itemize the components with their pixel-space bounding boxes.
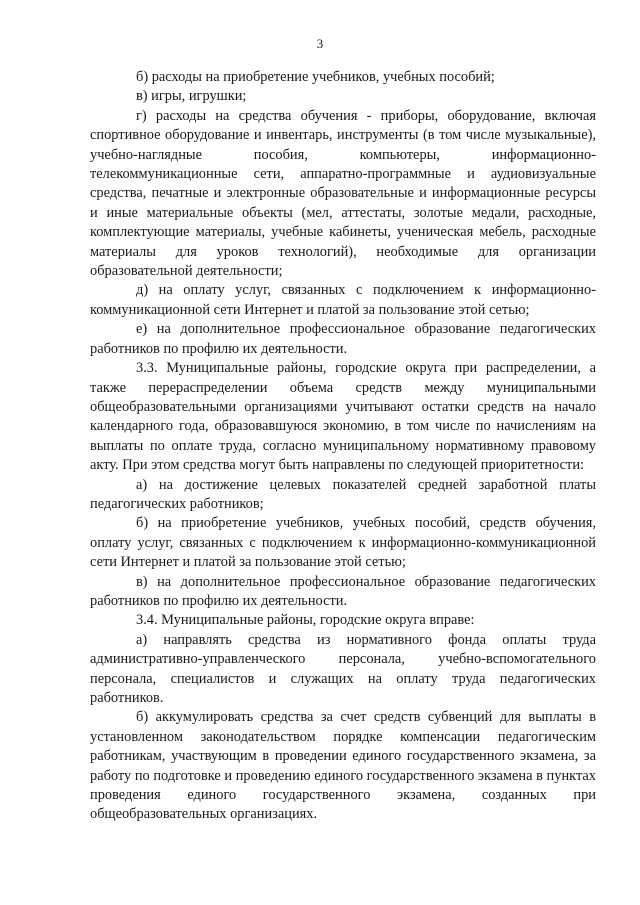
paragraph-a-payroll-fund: а) направлять средства из нормативного фонда оплаты труда административно-управленческого персонала, учебно-вспомогательного персонала, специалистов и служащих на оплату труда педагогических работников. [90,631,596,706]
paragraph-e-professional-education: е) на дополнительное профессиональное образование педагогических работников по профилю их деятельности. [90,321,596,357]
paragraph-g-teaching-aids: г) расходы на средства обучения - приборы, оборудование, включая спортивное оборудование и инвентарь, инструменты (в том числе музыкальные), учебно-наглядные пособия, компьютеры, информационно-телекоммуникационные сети, аппаратно-программные и аудиовизуальные средства, печатные и электронные образовательные и информационные ресурсы и иные материальные объекты (мел, аттестаты, золотые медали, расходные, комплектующие материалы, учебные кабинеты, ученическая мебель, расходные материалы для уроков технологий), необходимые для организации образовательной деятельности; [90,107,596,280]
document-body [90,68,596,825]
section-3-3-paragraph: 3.3. Муниципальные районы, городские округа при распределении, а также перераспределении объема средств между муниципальными общеобразовательными организациями учитывают остатки средств на начало календарного года, образовавшуюся экономию, в том числе по начислениям на выплаты по оплате труда, согласно муниципальному нормативному правовому акту. При этом средства могут быть направлены по следующей приоритетности: [90,360,596,474]
section-3-4-heading: 3.4. Муниципальные районы, городские округа вправе: [136,612,475,629]
paragraph-d-internet-services: д) на оплату услуг, связанных с подключением к информационно-коммуникационной сети Интернет и платой за пользование этой сетью; [90,282,596,318]
paragraph-v-games-toys: в) игры, игрушки; [136,88,247,105]
paragraph-b-exam-compensation: б) аккумулировать средства за счет средств субвенций для выплаты в установленном законодательством порядке компенсации педагогическим работникам, участвующим в проведении единого государственного экзамена, за работу по подготовке и проведению единого государственного экзамена в пунктах проведения единого государственного экзамена, созданных при общеобразовательных организациях. [90,709,596,823]
paragraph-v-professional-education: в) на дополнительное профессиональное образование педагогических работников по профилю их деятельности. [90,573,596,609]
page-number: 3 [316,36,324,51]
paragraph-b-textbooks: б) расходы на приобретение учебников, учебных пособий; [136,69,495,85]
paragraph-b-textbooks-and-services: б) на приобретение учебников, учебных пособий, средств обучения, оплату услуг, связанных с подключением к информационно-коммуникационной сети Интернет и платой за пользование этой сетью; [90,515,596,571]
paragraph-a-salary-targets: а) на достижение целевых показателей средней заработной платы педагогических работников; [90,476,596,512]
